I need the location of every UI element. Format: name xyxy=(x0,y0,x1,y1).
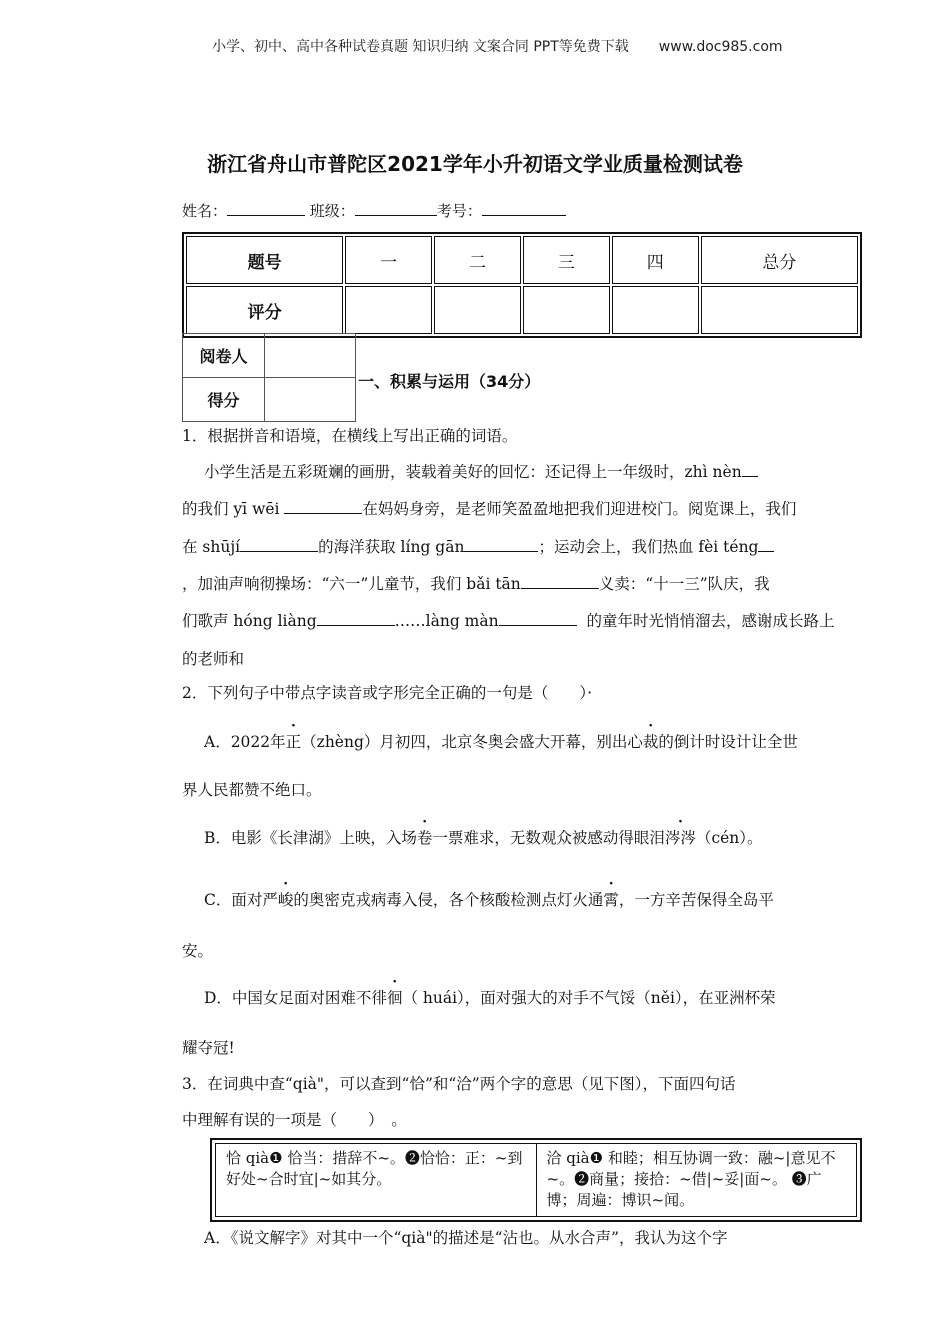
option-text: A．2022年 xyxy=(204,733,286,751)
header-site[interactable]: www.doc985.com xyxy=(658,39,783,55)
grader-score-cell[interactable] xyxy=(265,378,356,422)
option-text: （cén）。 xyxy=(695,829,763,847)
answer-blank[interactable] xyxy=(240,537,318,552)
option-text: 一票难求，无数观众被感动得眼泪 xyxy=(432,829,665,847)
option-text: C．面对严 xyxy=(204,891,278,909)
question-3-stem: 3．在词典中查“qià"，可以查到“恰”和“洽”两个字的意思（见下图），下面四句话 xyxy=(182,1075,736,1093)
question-1-stem: 1．根据拼音和语境，在横线上写出正确的词语。 xyxy=(182,427,518,445)
q1-text: 义卖：“十一三”队庆，我 xyxy=(598,575,770,593)
dotted-char: 正 xyxy=(285,733,302,751)
student-info xyxy=(182,200,566,221)
option-text: ，一方辛苦保得全岛平 xyxy=(618,891,774,909)
q1-text: 的我们 yī wēi xyxy=(182,500,285,518)
option-text: D．中国女足面对困难不徘 xyxy=(204,989,387,1007)
q1-text: 的童年时光悄悄溜去，感谢成长路上 xyxy=(586,612,835,630)
exam-no-blank[interactable] xyxy=(482,201,566,216)
dictionary-entry-qia-1: 恰 qià❶ 恰当：措辞不~。❷恰恰：正：~到好处~合时宜|~如其分。 xyxy=(226,1149,523,1188)
q1-text: ……làng màn xyxy=(394,612,499,630)
dotted-char: 霄 xyxy=(603,891,619,909)
option-text: B．电影《长津湖》上映，入场 xyxy=(204,829,417,847)
score-header-cell: 总分 xyxy=(701,236,858,284)
q1-text: 在 shūjí xyxy=(182,538,241,556)
dotted-char: 徊 xyxy=(386,989,403,1007)
question-2-stem: 2．下列句子中带点字读音或字形完全正确的一句是（ ）· xyxy=(182,684,593,702)
q1-line xyxy=(182,572,770,594)
option-text: 的奥密克戎病毒入侵，各个核酸检测点灯火通 xyxy=(293,891,604,909)
q1-text: ，加油声响彻操场：“六一”儿童节，我们 bǎi tān xyxy=(182,575,521,593)
q2-option-a-cont: 界人民都赞不绝口。 xyxy=(182,781,322,799)
q2-option-b[interactable] xyxy=(204,826,763,848)
q1-text: 们歌声 hóng liàng xyxy=(182,612,317,630)
answer-blank[interactable] xyxy=(317,611,395,626)
score-header-cell: 四 xyxy=(612,236,699,284)
score-cell[interactable] xyxy=(612,286,699,334)
name-label: 姓名： xyxy=(182,202,228,220)
q2-option-d[interactable] xyxy=(204,986,776,1008)
dotted-char: 卷 xyxy=(416,829,433,847)
dotted-char: 裁 xyxy=(642,733,659,751)
score-cell[interactable] xyxy=(701,286,858,334)
score-table-score-row xyxy=(186,286,858,334)
answer-blank[interactable] xyxy=(464,537,538,552)
dotted-char: 涔涔 xyxy=(664,829,696,847)
header-tagline: 小学、初中、高中各种试卷真题 知识归纳 文案合同 PPT等免费下载 xyxy=(212,39,629,55)
score-cell[interactable] xyxy=(345,286,432,334)
section-title: 一、积累与运用（34分） xyxy=(358,372,541,391)
q2-option-c-cont: 安。 xyxy=(182,942,214,960)
option-text: （ huái），面对强大的对手不气馁（něi），在亚洲杯荣 xyxy=(402,989,776,1007)
score-row-label: 评分 xyxy=(186,286,343,334)
score-table xyxy=(182,232,862,338)
score-cell[interactable] xyxy=(523,286,610,334)
q1-text: 小学生活是五彩斑斓的画册，装载着美好的回忆：还记得上一年级时，zhì nèn xyxy=(204,463,742,481)
name-blank[interactable] xyxy=(227,201,305,216)
reviewer-label: 阅卷人 xyxy=(183,334,265,378)
score-header-cell: 二 xyxy=(434,236,521,284)
grader-score-label: 得分 xyxy=(183,378,265,422)
q2-option-a[interactable] xyxy=(204,730,798,752)
answer-blank[interactable] xyxy=(284,499,362,514)
exam-no-label: 考号： xyxy=(436,202,482,220)
answer-blank[interactable] xyxy=(758,537,774,552)
dictionary-box xyxy=(210,1138,862,1222)
q2-option-d-cont: 耀夺冠! xyxy=(182,1039,235,1057)
score-header-cell: 题号 xyxy=(186,236,343,284)
page-title: 浙江省舟山市普陀区2021学年小升初语文学业质量检测试卷 xyxy=(207,152,743,176)
q1-line xyxy=(204,460,758,482)
q1-text: ；运动会上，我们热血 fèi téng xyxy=(538,538,759,556)
score-cell[interactable] xyxy=(434,286,521,334)
answer-blank[interactable] xyxy=(521,574,599,589)
option-text: （zhèng）月初四，北京冬奥会盛大开幕，别出心 xyxy=(301,733,643,751)
answer-blank[interactable] xyxy=(742,462,758,477)
q2-option-c[interactable] xyxy=(204,888,774,910)
option-text: 的倒计时设计让全世 xyxy=(658,733,798,751)
score-table-header-row xyxy=(186,236,858,284)
q1-text: 的海洋获取 líng gān xyxy=(318,538,465,556)
dotted-char: 峻 xyxy=(277,891,294,909)
reviewer-cell[interactable] xyxy=(265,334,356,378)
grader-box xyxy=(182,333,356,422)
q3-option-a[interactable]: A．《说文解字》对其中一个“qià"的描述是“沾也。从水合声”，我认为这个字 xyxy=(204,1229,728,1247)
class-blank[interactable] xyxy=(355,201,437,216)
question-3-stem-cont: 中理解有误的一项是（ ） 。 xyxy=(182,1111,407,1129)
score-header-cell: 一 xyxy=(345,236,432,284)
q1-line xyxy=(182,609,834,631)
answer-blank[interactable] xyxy=(499,611,577,626)
q1-text: 在妈妈身旁，是老师笑盈盈地把我们迎进校门。阅览课上，我们 xyxy=(362,500,797,518)
page-header xyxy=(212,36,783,56)
q1-line xyxy=(182,497,796,519)
q1-line: 的老师和 xyxy=(182,650,245,668)
class-label: 班级： xyxy=(309,202,355,220)
dictionary-entry-qia-2: 洽 qià❶ 和睦；相互协调一致：融~|意见不~。❷商量；接拾：~借|~妥|面~。 ❸广博；周遍：博识~闻。 xyxy=(536,1144,857,1216)
q1-line xyxy=(182,535,774,557)
score-header-cell: 三 xyxy=(523,236,610,284)
